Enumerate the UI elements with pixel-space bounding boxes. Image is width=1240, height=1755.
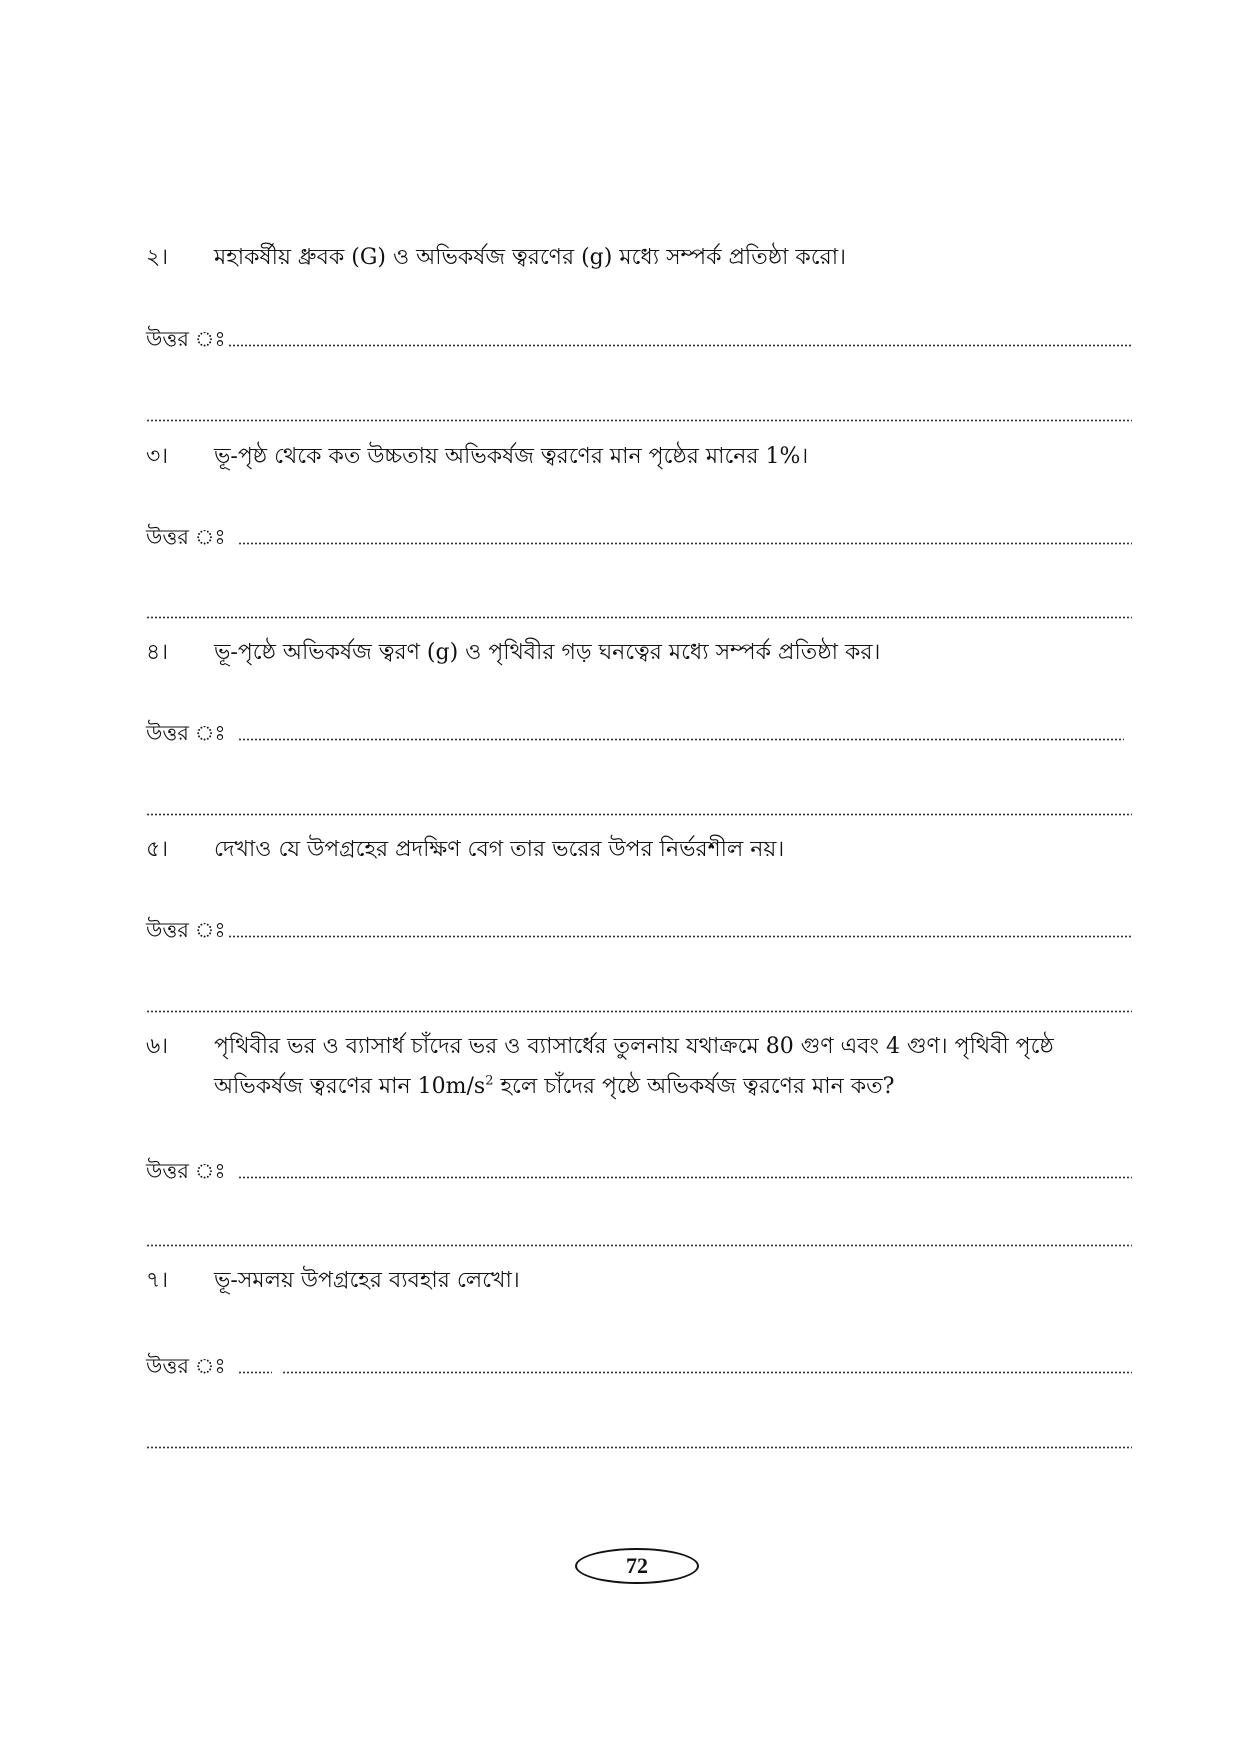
answer-label: উত্তর ঃ [146,327,226,351]
question-number: ৩। [146,444,169,469]
answer-line [146,1349,1132,1379]
dotted-divider [146,616,1132,619]
answer-line [146,716,1132,746]
answer-label: উত্তর ঃ [146,918,226,942]
dotted-divider [146,1244,1132,1247]
page-number [575,1548,699,1584]
exponent: 2 [485,1073,494,1089]
question-number: ৬। [146,1034,169,1059]
question-4 [146,633,1132,673]
dotted-leader [238,1176,1132,1179]
answer-line [146,322,1132,352]
answer-line [146,1154,1132,1184]
dotted-divider [146,1446,1132,1449]
dotted-divider [146,813,1132,816]
dotted-leader [238,542,1132,545]
answer-label: উত্তর ঃ [146,1159,226,1183]
dotted-divider [146,419,1132,422]
page-number-text: 72 [626,1553,648,1578]
question-text-part1: পৃথিবীর ভর ও ব্যাসার্ধ চাঁদের ভর ও ব্যাসার্ধের তুলনায় যথাক্রমে 80 গুণ এবং 4 গুণ। পৃথিবী পৃষ্ঠে অভিকর্ষজ ত্বরণের মান 10m/s [214,1034,1054,1099]
question-number: ৪। [146,640,169,665]
question-text: ভূ-সমলয় উপগ্রহের ব্যবহার লেখো। [214,1268,520,1293]
question-text: মহাকর্ষীয় ধ্রুবক (G) ও অভিকর্ষজ ত্বরণের (g) মধ্যে সম্পর্ক প্রতিষ্ঠা করো। [214,245,846,270]
question-number: ২। [146,245,169,270]
question-text: ভূ-পৃষ্ঠ থেকে কত উচ্চতায় অভিকর্ষজ ত্বরণের মান পৃষ্ঠের মানের 1%। [214,444,809,469]
question-7 [146,1261,1132,1301]
question-number: ৭। [146,1268,169,1293]
answer-label: উত্তর ঃ [146,721,226,745]
question-text: ভূ-পৃষ্ঠে অভিকর্ষজ ত্বরণ (g) ও পৃথিবীর গড় ঘনত্বের মধ্যে সম্পর্ক প্রতিষ্ঠা কর। [214,640,881,665]
dotted-divider [146,1010,1132,1013]
question-3 [146,437,1132,477]
dotted-leader [228,344,1132,347]
question-2 [146,238,1132,278]
question-6 [146,1027,1132,1107]
question-number: ৫। [146,837,169,862]
question-5 [146,830,1132,870]
dotted-leader [282,1371,1132,1374]
answer-line [146,913,1132,943]
question-text-part2: হলে চাঁদের পৃষ্ঠে অভিকর্ষজ ত্বরণের মান কত? [493,1074,895,1099]
dotted-leader [238,738,1124,741]
question-text: দেখাও যে উপগ্রহের প্রদক্ষিণ বেগ তার ভরের উপর নির্ভরশীল নয়। [214,837,785,862]
answer-line [146,520,1132,550]
question-text [214,1027,1132,1107]
dotted-leader-short [238,1371,272,1374]
answer-label: উত্তর ঃ [146,525,226,549]
answer-label: উত্তর ঃ [146,1354,226,1378]
dotted-leader [228,935,1132,938]
